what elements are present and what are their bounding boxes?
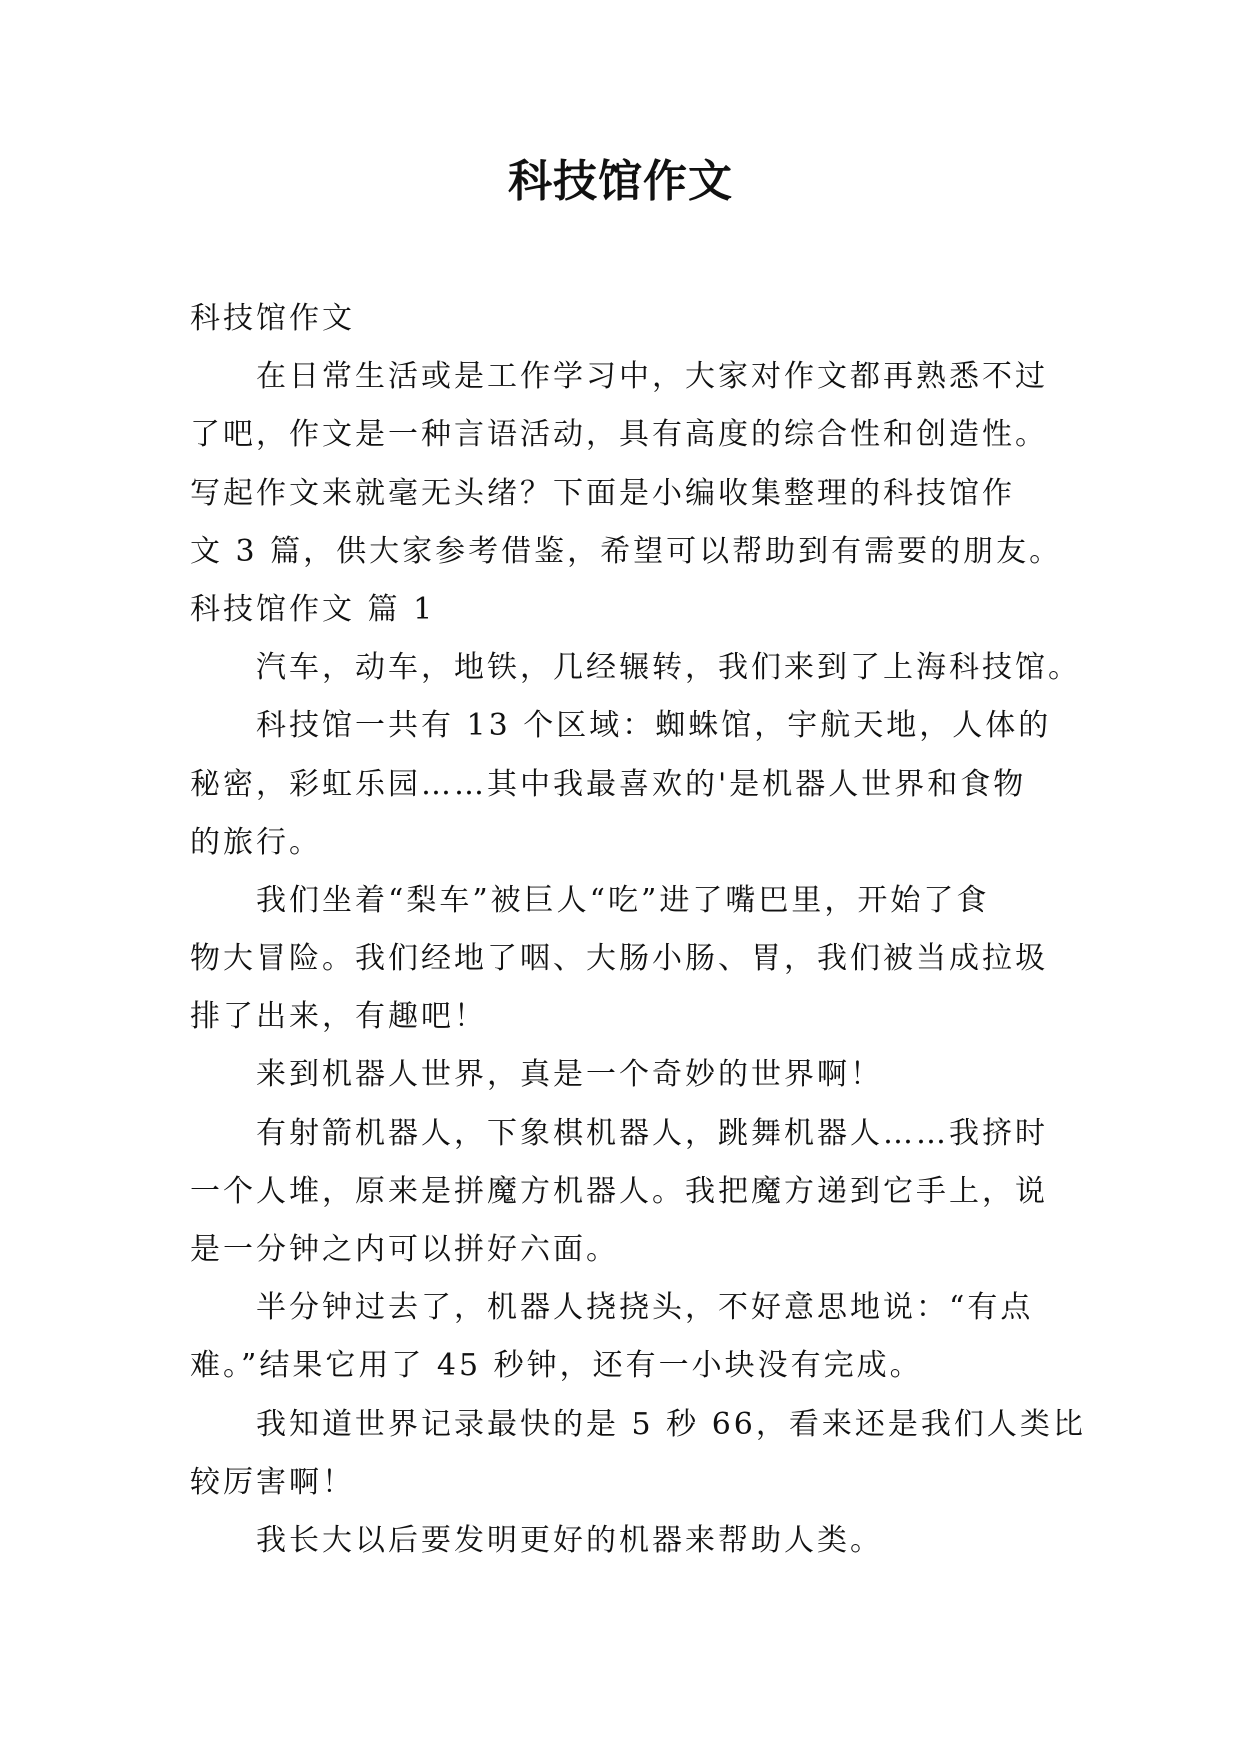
- text-line: 科技馆一共有 13 个区域：蜘蛛馆，宇航天地，人体的: [256, 708, 1052, 744]
- text-line: 文 3 篇，供大家参考借鉴，希望可以帮助到有需要的朋友。: [190, 533, 1063, 569]
- text-line: 秘密，彩虹乐园……其中我最喜欢的'是机器人世界和食物: [190, 766, 1027, 802]
- document-body: [190, 290, 1086, 1570]
- text-line: 半分钟过去了，机器人挠挠头，不好意思地说：“有点: [256, 1290, 1034, 1326]
- document-title: 科技馆作文: [508, 156, 733, 207]
- text-line: 我们坐着“梨车”被巨人“吃”进了嘴巴里，开始了食: [256, 882, 990, 918]
- text-line: 科技馆作文: [190, 301, 355, 336]
- text-line: 我知道世界记录最快的是 5 秒 66，看来还是我们人类比: [256, 1406, 1086, 1442]
- text-line: 一个人堆，原来是拼魔方机器人。我把魔方递到它手上，说: [190, 1173, 1048, 1209]
- text-line: 难。”结果它用了 45 秒钟，还有一小块没有完成。: [190, 1348, 923, 1384]
- text-line: 在日常生活或是工作学习中，大家对作文都再熟悉不过: [256, 359, 1048, 395]
- text-line: 的旅行。: [190, 824, 322, 860]
- text-line: 是一分钟之内可以拼好六面。: [190, 1232, 619, 1267]
- text-line: 物大冒险。我们经地了咽、大肠小肠、胃，我们被当成拉圾: [190, 941, 1048, 977]
- text-line: 了吧，作文是一种言语活动，具有高度的综合性和创造性。: [190, 417, 1048, 453]
- text-line: 汽车，动车，地铁，几经辗转，我们来到了上海科技馆。: [256, 650, 1081, 686]
- text-line: 写起作文来就毫无头绪？下面是小编收集整理的科技馆作: [190, 475, 1015, 511]
- text-line: 较厉害啊！: [190, 1464, 355, 1500]
- text-line: 我长大以后要发明更好的机器来帮助人类。: [256, 1522, 883, 1558]
- text-line: 来到机器人世界，真是一个奇妙的世界啊！: [256, 1057, 883, 1093]
- text-line: 有射箭机器人，下象棋机器人，跳舞机器人……我挤时: [256, 1115, 1048, 1151]
- text-line: 科技馆作文 篇 1: [190, 591, 436, 627]
- text-line: 排了出来，有趣吧！: [190, 999, 487, 1035]
